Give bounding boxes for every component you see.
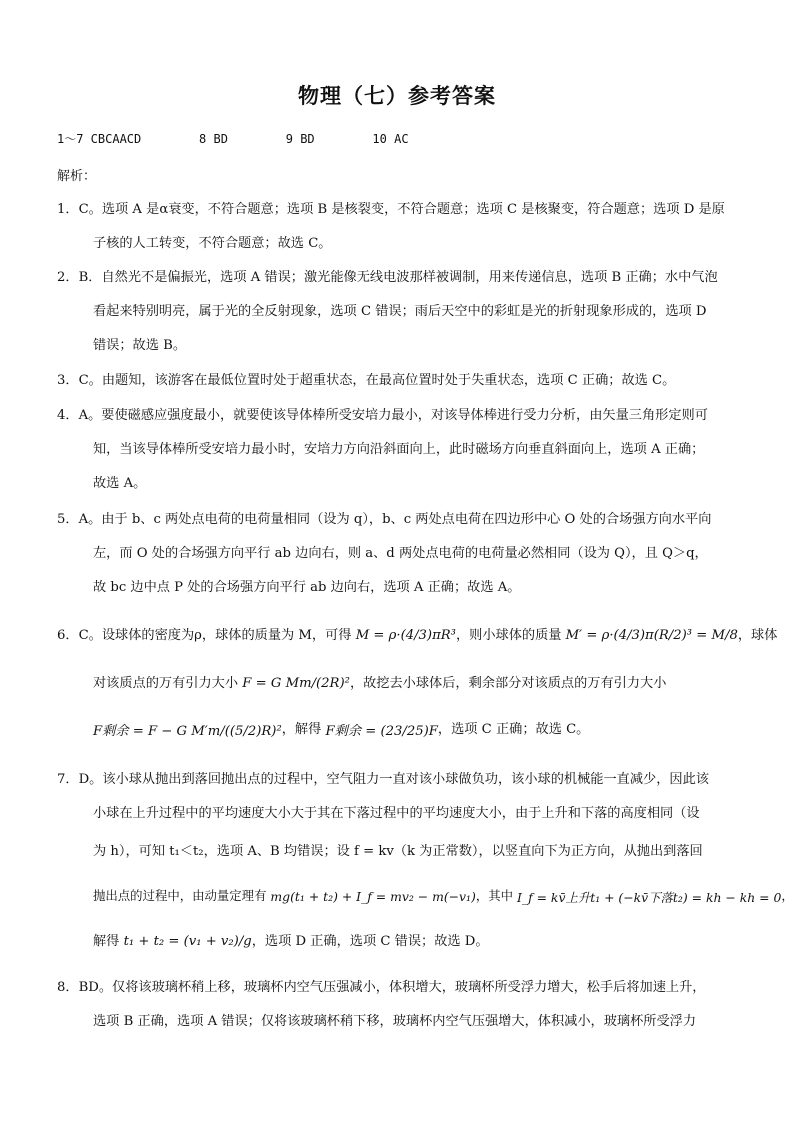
q6-formula-small-mass: M′ = ρ·(4/3)π(R/2)³ = M/8: [565, 628, 738, 643]
q7-formula-momentum: mg(t₁ + t₂) + I_f = mv₂ − m(−v₁): [270, 889, 476, 904]
q5-line-2: 左，而 O 处的合场强方向平行 ab 边向右，则 a、d 两处点电荷的电荷量必然相同（设为 Q），且 Q＞q，: [93, 546, 708, 561]
q7-formula-impulse: I_f = kv̄上升t₁ + (−kv̄下落t₂) = kh − kh = 0: [517, 889, 782, 905]
q6-text-3b: ，选项 C 正确；故选 C。: [437, 722, 590, 737]
q7-text-4a: 抛出点的过程中，由动量定理有: [93, 888, 271, 903]
q1-line-1: 1．C。选项 A 是α衰变，不符合题意；选项 B 是核裂变，不符合题意；选项 C 是核聚变，符合题意；选项 D 是原: [57, 202, 725, 217]
q2-line-1: 2．B．自然光不是偏振光，选项 A 错误；激光能像无线电波那样被调制，用来传递信息，选项 B 正确；水中气泡: [57, 270, 718, 285]
q7-line-4: [93, 886, 794, 906]
answer-key: 1～7 CBCAACD 8 BD 9 BD 10 AC: [57, 132, 409, 146]
q7-text-4b: ，其中: [475, 888, 517, 903]
q4-line-3: 故选 A。: [93, 476, 147, 491]
q8-line-2: 选项 B 正确，选项 A 错误；仅将该玻璃杯稍下移，玻璃杯内空气压强增大，体积减小，玻璃杯所受浮力: [93, 1014, 697, 1029]
q7-formula-time: t₁ + t₂ = (v₁ + v₂)/g: [123, 934, 252, 949]
q6-text-1b: ，则小球体的质量: [455, 628, 566, 643]
q2-line-3: 错误；故选 B。: [93, 338, 187, 353]
q7-line-1: 7．D。该小球从抛出到落回抛出点的过程中，空气阻力一直对该小球做负功，该小球的机械能一直减少，因此该: [57, 772, 709, 787]
q6-text-2a: 对该质点的万有引力大小: [93, 676, 243, 691]
q4-line-1: 4．A。要使磁感应强度最小，就要使该导体棒所受安培力最小，对该导体棒进行受力分析，由矢量三角形定则可: [57, 408, 708, 423]
q4-line-2: 知，当该导体棒所受安培力最小时，安培力方向沿斜面向上，此时磁场方向垂直斜面向上，选项 A 正确；: [93, 442, 705, 457]
q5-line-3: 故 bc 边中点 P 处的合场强方向平行 ab 边向右，选项 A 正确；故选 A。: [93, 580, 521, 595]
q6-line-2: [93, 672, 741, 691]
q7-line-5: [93, 930, 741, 949]
q3-line-1: 3．C。由题知，该游客在最低位置时处于超重状态，在最高位置时处于失重状态，选项 C 正确；故选 C。: [57, 373, 676, 388]
q6-formula-remaining: F剩余 = F − G M′m/((5/2)R)²: [93, 724, 282, 739]
q6-formula-result: F剩余 = (23/25)F: [325, 724, 438, 739]
q8-line-1: 8．BD。仅将该玻璃杯稍上移，玻璃杯内空气压强减小，体积增大，玻璃杯所受浮力增大，松手后将加速上升，: [57, 980, 706, 995]
q7-text-5b: ，选项 D 正确，选项 C 错误；故选 D。: [251, 934, 489, 949]
page-title: 物理（七）参考答案: [298, 83, 496, 108]
q7-line-3: 为 h），可知 t₁＜t₂，选项 A、B 均错误；设 f = kv（k 为正常数），以竖直向下为正方向，从抛出到落回: [93, 844, 703, 859]
q6-text-3a: ，解得: [281, 722, 326, 737]
q7-text-4c: ，: [781, 888, 794, 903]
q7-text-5a: 解得: [93, 934, 124, 949]
q2-line-2: 看起来特别明亮，属于光的全反射现象，选项 C 错误；雨后天空中的彩虹是光的折射现象形成的，选项 D: [93, 304, 707, 319]
q6-text-1a: 6．C。设球体的密度为ρ，球体的质量为 M，可得: [57, 628, 356, 643]
q6-formula-mass: M = ρ·(4/3)πR³: [355, 628, 456, 643]
q6-line-1: [57, 624, 778, 643]
q6-text-1c: ，球体: [737, 628, 778, 643]
q6-text-2b: ，故挖去小球体后，剩余部分对该质点的万有引力大小: [349, 676, 667, 691]
q6-formula-gravity: F = G Mm/(2R)²: [242, 676, 350, 691]
q1-line-2: 子核的人工转变，不符合题意；故选 C。: [93, 236, 332, 251]
analysis-label: 解析：: [57, 169, 97, 184]
q5-line-1: 5．A。由于 b、c 两处点电荷的电荷量相同（设为 q），b、c 两处点电荷在四边形中心 O 处的合场强方向水平向: [57, 512, 712, 527]
q6-line-3: [93, 718, 741, 739]
q7-line-2: 小球在上升过程中的平均速度大小大于其在下落过程中的平均速度大小，由于上升和下落的高度相同（设: [93, 806, 700, 821]
